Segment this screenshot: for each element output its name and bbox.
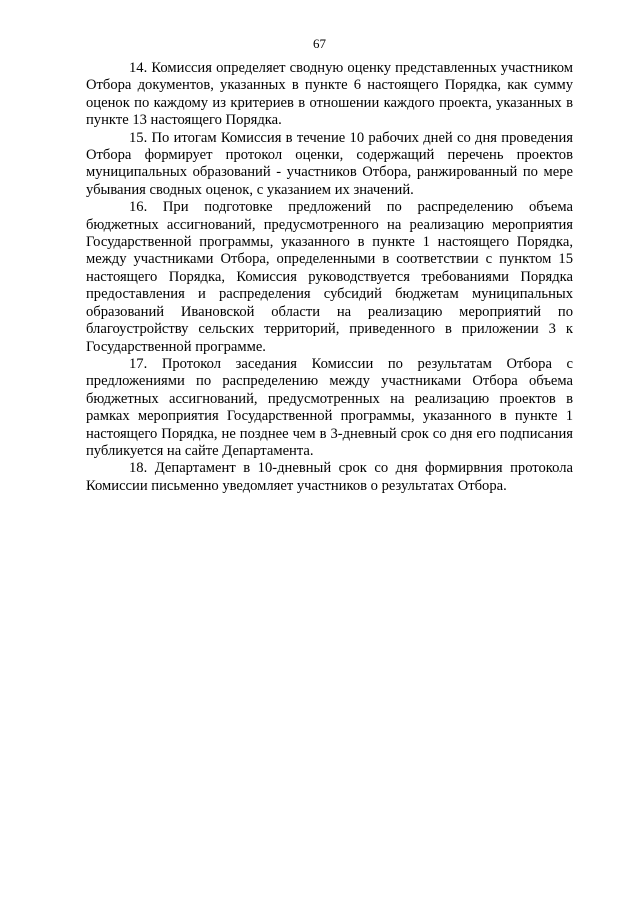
paragraph-18: 18. Департамент в 10-дневный срок со дня формирвния протокола Комиссии письменно уведомляет участников о результатах Отбора. [86, 460, 573, 494]
page-number: 67 [313, 36, 326, 51]
paragraph-16: 16. При подготовке предложений по распределению объема бюджетных ассигнований, предусмотренного на реализацию мероприятия Государственной программы, указанного в пункте 1 настоящего Порядка, между участниками Отбора, определенными в соответствии с пунктом 15 настоящего Порядка, Комиссия руководствуется требованиями Порядка предоставления и распределения субсидий бюджетам муниципальных образований Ивановской области на реализацию мероприятий по благоустройству сельских территорий, приведенного в приложении 3 к Государственной программе. [86, 199, 573, 355]
paragraph-17: 17. Протокол заседания Комиссии по результатам Отбора с предложениями по распределению между участниками Отбора объема бюджетных ассигнований, предусмотренных на реализацию проектов в рамках мероприятия Государственной программы, указанного в пункте 1 настоящего Порядка, не позднее чем в 3-дневный срок со дня его подписания публикуется на сайте Департамента. [86, 355, 573, 459]
paragraph-14: 14. Комиссия определяет сводную оценку представленных участником Отбора документов, указанных в пункте 6 настоящего Порядка, как сумму оценок по каждому из критериев в отношении каждого проекта, указанных в пункте 13 настоящего Порядка. [86, 60, 573, 129]
paragraph-15: 15. По итогам Комиссия в течение 10 рабочих дней со дня проведения Отбора формирует протокол оценки, содержащий перечень проектов муниципальных образований - участников Отбора, ранжированный по мере убывания сводных оценок, с указанием их значений. [86, 129, 573, 198]
document-body [86, 60, 573, 495]
